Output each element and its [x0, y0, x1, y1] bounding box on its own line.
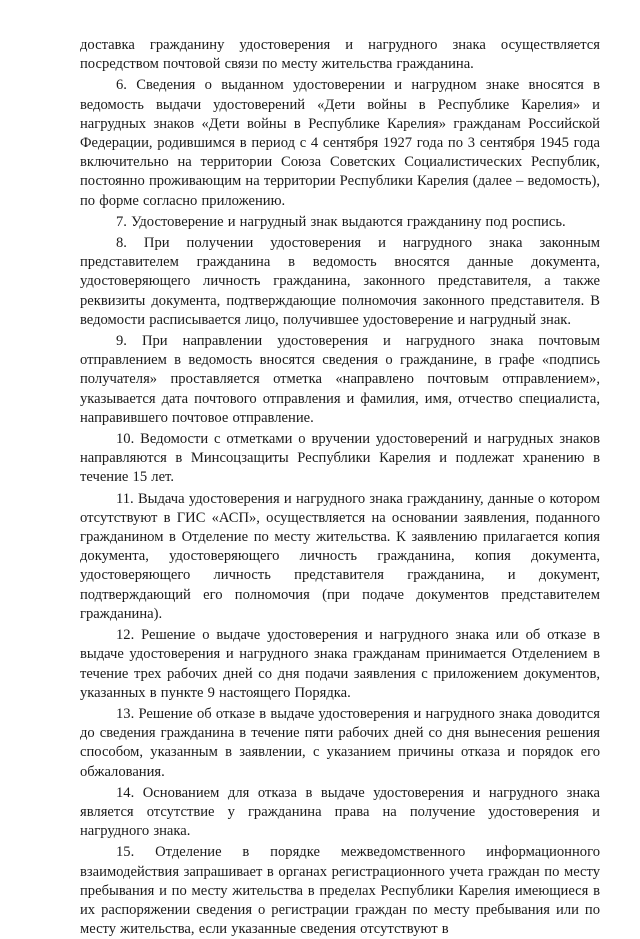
paragraph-11: 11. Выдача удостоверения и нагрудного знака гражданину, данные о котором отсутствуют в ГИС «АСП», осуществляется на основании заявления, поданного гражданином в Отделение по месту жительства. К заявлению прилагается копия документа, удостоверяющего личность гражданина, копия документа, удостоверяющего личность представителя гражданина, и документ, подтверждающий его полномочия (при подаче документов представителем гражданина). — [80, 490, 600, 622]
paragraph-8: 8. При получении удостоверения и нагрудного знака законным представителем гражданина в ведомость вносятся данные документа, удостоверяющего личность гражданина, законного представителя, а также реквизиты документа, подтверждающие полномочия законного представителя. В ведомости расписывается лицо, получившее удостоверение и нагрудный знак. — [80, 235, 600, 328]
paragraph-14: 14. Основанием для отказа в выдаче удостоверения и нагрудного знака является отсутствие у гражданина права на получение удостоверения и нагрудного знака. — [80, 784, 600, 840]
paragraph-continuation: доставка гражданину удостоверения и нагрудного знака осуществляется посредством почтовой связи по месту жительства гражданина. — [80, 37, 600, 73]
paragraph-9: 9. При направлении удостоверения и нагрудного знака почтовым отправлением в ведомость вносятся сведения о гражданине, в графе «подпись получателя» проставляется отметка «направлено почтовым отправлением», указывается дата почтового отправления и фамилия, имя, отчество специалиста, направившего почтовое отправление. — [80, 333, 600, 426]
paragraph-15: 15. Отделение в порядке межведомственного информационного взаимодействия запрашивает в органах регистрационного учета граждан по месту пребывания и по месту жительства в пределах Республики Карелия имеющиеся в их распоряжении сведения о регистрации граждан по месту пребывания или по месту жительства, если указанные сведения отсутствуют в — [80, 844, 600, 938]
document-page — [80, 36, 600, 939]
paragraph-10: 10. Ведомости с отметками о вручении удостоверений и нагрудных знаков направляются в Минсоцзащиты Республики Карелия и подлежат хранению в течение 15 лет. — [80, 431, 600, 486]
paragraph-13: 13. Решение об отказе в выдаче удостоверения и нагрудного знака доводится до сведения гражданина в течение пяти рабочих дней со дня вынесения решения способом, указанным в заявлении, с указанием причины отказа и порядок его обжалования. — [80, 705, 600, 780]
paragraph-12: 12. Решение о выдаче удостоверения и нагрудного знака или об отказе в выдаче удостоверения и нагрудного знака гражданам принимается Отделением в течение трех рабочих дней со дня подачи заявления с приложением документов, указанных в пункте 9 настоящего Порядка. — [80, 627, 600, 701]
paragraph-6: 6. Сведения о выданном удостоверении и нагрудном знаке вносятся в ведомость выдачи удостоверений «Дети войны в Республике Карелия» и нагрудных знаков «Дети войны в Республике Карелия» гражданам Российской Федерации, родившимся в период с 4 сентября 1927 года по 3 сентября 1945 года включительно на территории Союза Советских Социалистических Республик, постоянно проживающим на территории Республики Карелия (далее – ведомость), по форме согласно приложению. — [80, 77, 600, 209]
paragraph-7: 7. Удостоверение и нагрудный знак выдаются гражданину под роспись. — [116, 213, 566, 230]
